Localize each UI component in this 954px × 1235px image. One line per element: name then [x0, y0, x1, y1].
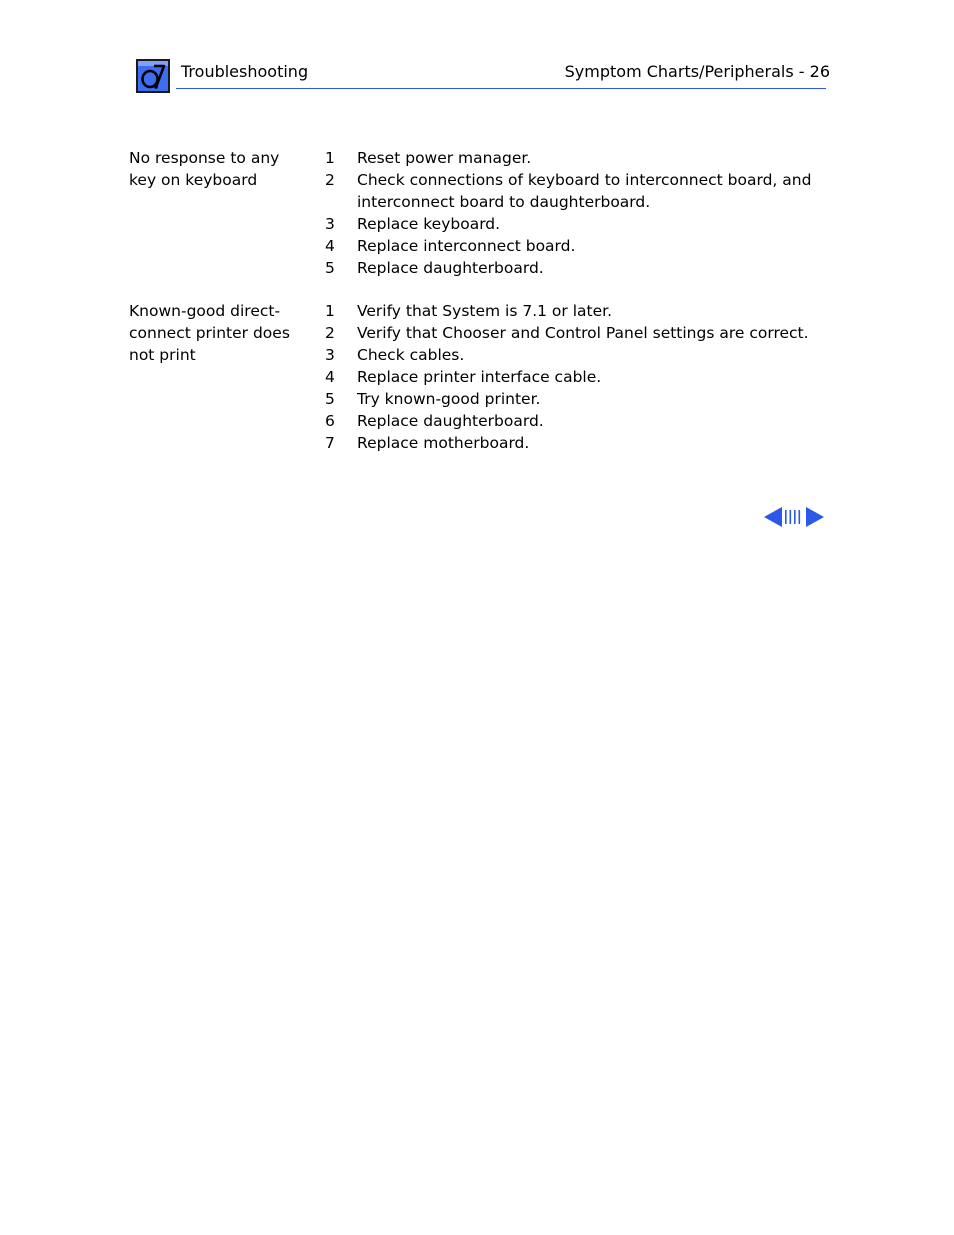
- triangle-left-icon[interactable]: [763, 506, 783, 528]
- step-number: 5: [325, 259, 335, 277]
- page-reference: Symptom Charts/Peripherals - 26: [564, 62, 830, 81]
- step-item: [324, 410, 824, 432]
- step-number: 6: [325, 412, 335, 430]
- step-item: [324, 300, 824, 322]
- step-text: Verify that System is 7.1 or later.: [357, 302, 612, 320]
- step-number: 2: [325, 171, 335, 189]
- step-item: [324, 366, 824, 388]
- step-text: Verify that Chooser and Control Panel settings are correct.: [357, 324, 809, 342]
- step-item: [324, 169, 824, 213]
- step-text: Try known-good printer.: [357, 390, 541, 408]
- step-number: 3: [325, 215, 335, 233]
- step-item: [324, 147, 824, 169]
- step-number: 1: [325, 149, 335, 167]
- steps-printer: [324, 300, 824, 454]
- triangle-right-icon[interactable]: [805, 506, 825, 528]
- step-number: 7: [325, 434, 335, 452]
- step-text: Replace interconnect board.: [357, 237, 576, 255]
- step-text: Replace motherboard.: [357, 434, 530, 452]
- step-number: 1: [325, 302, 335, 320]
- symptom-keyboard: No response to any key on keyboard: [129, 149, 280, 189]
- step-text: Replace daughterboard.: [357, 259, 544, 277]
- step-number: 4: [325, 368, 335, 386]
- step-item: [324, 344, 824, 366]
- step-text: Check connections of keyboard to interconnect board, and interconnect board to daughterboard.: [357, 171, 812, 211]
- page-navigation: [763, 506, 825, 528]
- header-divider: [176, 88, 826, 89]
- step-number: 3: [325, 346, 335, 364]
- steps-keyboard: [324, 147, 824, 279]
- step-number: 2: [325, 324, 335, 342]
- troubleshooting-icon: [134, 57, 172, 95]
- step-item: [324, 257, 824, 279]
- step-item: [324, 322, 824, 344]
- step-item: [324, 213, 824, 235]
- symptom-printer: Known-good direct-connect printer does not print: [129, 302, 290, 364]
- step-number: 4: [325, 237, 335, 255]
- step-item: [324, 235, 824, 257]
- step-item: [324, 432, 824, 454]
- step-text: Reset power manager.: [357, 149, 532, 167]
- step-text: Replace printer interface cable.: [357, 368, 602, 386]
- step-number: 5: [325, 390, 335, 408]
- step-item: [324, 388, 824, 410]
- section-title: Troubleshooting: [181, 62, 309, 81]
- step-text: Check cables.: [357, 346, 465, 364]
- step-text: Replace keyboard.: [357, 215, 501, 233]
- page-index-icon[interactable]: [784, 509, 804, 525]
- step-text: Replace daughterboard.: [357, 412, 544, 430]
